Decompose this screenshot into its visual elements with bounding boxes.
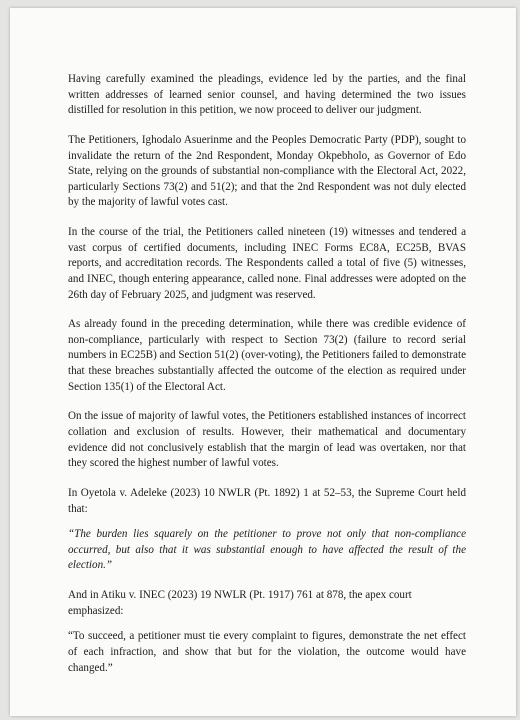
document-page xyxy=(10,8,516,716)
paragraph-atiku-citation: And in Atiku v. INEC (2023) 19 NWLR (Pt. 1917) 761 at 878, the apex court emphasized: xyxy=(68,589,412,617)
paragraph-lawful-votes: On the issue of majority of lawful votes, the Petitioners established instances of incorrect collation and exclusion of results. However, their mathematical and documentary evidence did not conclusively establish that the margin of lead was overtaken, nor that they scored the highest number of lawful votes. xyxy=(68,410,466,470)
paragraph-petitioners-claim: The Petitioners, Ighodalo Asuerinme and the Peoples Democratic Party (PDP), sought to invalidate the return of the 2nd Respondent, Monday Okpebholo, as Governor of Edo State, relying on the grounds of substantial non-compliance with the Electoral Act, 2022, particularly Sections 73(2) and 51(2); and that the 2nd Respondent was not duly elected by the majority of lawful votes cast. xyxy=(68,133,466,209)
judgment-text xyxy=(68,72,466,690)
quote-atiku: “To succeed, a petitioner must tie every complaint to figures, demonstrate the net effect of each infraction, and show that but for the violation, the outcome would have changed.” xyxy=(68,630,466,674)
quote-oyetola: “The burden lies squarely on the petitioner to prove not only that non-compliance occurred, but also that it was substantial enough to have affected the result of the election.” xyxy=(68,528,466,572)
paragraph-non-compliance-finding: As already found in the preceding determination, while there was credible evidence of non-compliance, particularly with respect to Section 73(2) (failure to record serial numbers in EC25B) and Section 51(2) (over-voting), the Petitioners failed to demonstrate that these breaches substantially affected the outcome of the election as required under Section 135(1) of the Electoral Act. xyxy=(68,318,466,393)
paragraph-oyetola-citation: In Oyetola v. Adeleke (2023) 10 NWLR (Pt. 1892) 1 at 52–53, the Supreme Court held that: xyxy=(68,487,466,515)
paragraph-introduction: Having carefully examined the pleadings, evidence led by the parties, and the final written addresses of learned senior counsel, and having determined the two issues distilled for resolution in this petition, we now proceed to deliver our judgment. xyxy=(68,73,466,117)
paragraph-trial-course: In the course of the trial, the Petitioners called nineteen (19) witnesses and tendered a vast corpus of certified documents, including INEC Forms EC8A, EC25B, BVAS reports, and accreditation records. The Respondents called a total of five (5) witnesses, and INEC, though entering appearance, called none. Final addresses were adopted on the 26th day of February 2025, and judgment was reserved. xyxy=(68,226,466,301)
